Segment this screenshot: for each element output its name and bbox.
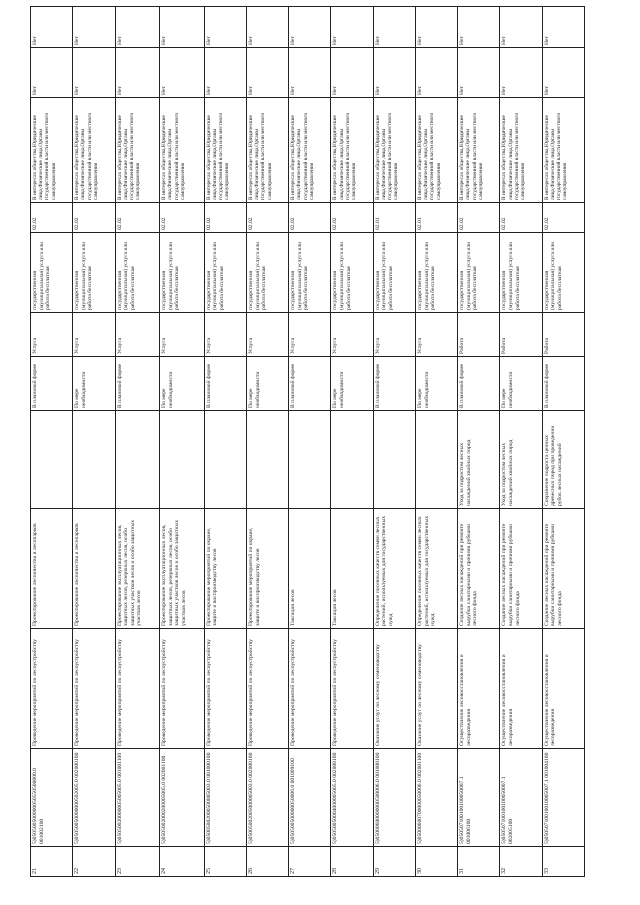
service-type: Работа <box>542 313 584 357</box>
consumers: В интересах общества,Юридические лица,Физические лица,Органы государственной власти или местного самоуправления <box>31 98 73 203</box>
consumers: В интересах общества,Юридические лица,Физические лица,Органы государственной власти или местного самоуправления <box>246 98 288 203</box>
registry-code: 5)05050020000005005005.0 001001100 <box>115 749 160 847</box>
service-name: Осуществление лесовосстановления и лесоразведения <box>500 629 542 749</box>
services-table <box>30 6 585 877</box>
regulation-flag: Нет <box>204 48 246 98</box>
service-name: Проведение мероприятий по лесоустройству <box>289 629 331 749</box>
service-form: По мере необходимости <box>500 357 542 411</box>
service-type: Работа <box>458 313 500 357</box>
regulation-flag: Нет <box>73 48 115 98</box>
okved-code: 02.02 <box>246 203 288 233</box>
registry-code: 5)050507100100100050007.1 002005100 <box>500 749 542 847</box>
service-content: Проектирование лесничества и лесопарков <box>73 509 115 629</box>
service-name: Проведение мероприятий по лесоустройству <box>160 629 205 749</box>
service-form: В плановой форме <box>115 357 160 411</box>
payment-kind: государственная (муниципальная) услуга или работа бесплатная <box>458 233 500 313</box>
service-form: По мере необходимости <box>415 357 457 411</box>
table-row <box>458 7 500 877</box>
consumers: В интересах общества,Юридические лица,Физические лица,Органы государственной власти или местного самоуправления <box>373 98 415 203</box>
okved-code: 02.02 <box>31 203 73 233</box>
consumers: В интересах общества,Юридические лица,Физические лица,Органы государственной власти или местного самоуправления <box>415 98 457 203</box>
row-number: 31 <box>458 847 500 877</box>
extra-content <box>373 411 415 509</box>
service-name: Проведение мероприятий по лесоустройству <box>115 629 160 749</box>
service-content: Таксация лесов <box>331 509 373 629</box>
registry-code: 5)05050710010010005007.1 001004100 <box>542 749 584 847</box>
payment-kind: государственная (муниципальная) услуга или работа бесплатная <box>246 233 288 313</box>
payment-kind: государственная (муниципальная) услуга или работа бесплатная <box>204 233 246 313</box>
financing-flag: Нет <box>289 7 331 48</box>
table-row <box>73 7 115 877</box>
service-type: Услуга <box>73 313 115 357</box>
row-number: 28 <box>331 847 373 877</box>
service-type: Услуга <box>204 313 246 357</box>
consumers: В интересах общества,Юридические лица,Физические лица,Органы государственной власти или местного самоуправления <box>204 98 246 203</box>
consumers: В интересах общества,Юридические лица,Физические лица,Органы государственной власти или местного самоуправления <box>289 98 331 203</box>
row-number: 30 <box>415 847 457 877</box>
financing-flag: Нет <box>415 7 457 48</box>
service-form: По мере необходимости <box>331 357 373 411</box>
consumers: В интересах общества,Юридические лица,Физические лица,Органы государственной власти или местного самоуправления <box>331 98 373 203</box>
service-content: Создание лесных насаждений при ремонте вырубки санитарными и прочими рубками лесного фонда <box>458 509 500 629</box>
extra-content <box>204 411 246 509</box>
financing-flag: Нет <box>542 7 584 48</box>
financing-flag: Нет <box>31 7 73 48</box>
row-number: 25 <box>204 847 246 877</box>
table-row <box>500 7 542 877</box>
payment-kind: государственная (муниципальная) услуга или работа бесплатная <box>373 233 415 313</box>
service-content: Создание лесных насаждений при ремонте вырубки санитарными и прочими рубками лесного фонда <box>542 509 584 629</box>
table-row <box>331 7 373 877</box>
row-number: 27 <box>289 847 331 877</box>
payment-kind: государственная (муниципальная) услуга или работа бесплатная <box>500 233 542 313</box>
regulation-flag: Нет <box>331 48 373 98</box>
service-type: Услуга <box>115 313 160 357</box>
service-form: В плановой форме <box>204 357 246 411</box>
financing-flag: Нет <box>73 7 115 48</box>
okved-code: 02.02 <box>289 203 331 233</box>
service-content: Проектирование мероприятий по охране, защите и воспроизводству лесов <box>204 509 246 629</box>
table-row <box>160 7 205 877</box>
table-row <box>289 7 331 877</box>
service-type: Услуга <box>331 313 373 357</box>
service-type: Услуга <box>31 313 73 357</box>
registry-code: 5)05005002000500005003.0 001000100 <box>204 749 246 847</box>
table-row <box>31 7 73 877</box>
payment-kind: государственная (муниципальная) услуга или работа бесплатная <box>289 233 331 313</box>
consumers: В интересах общества,Юридические лица,Физические лица,Органы государственной власти или местного самоуправления <box>458 98 500 203</box>
regulation-flag: Нет <box>458 48 500 98</box>
regulation-flag: Нет <box>160 48 205 98</box>
row-number: 26 <box>246 847 288 877</box>
service-content: Создание лесных насаждений при ремонте вырубки санитарными и прочими рубками лесного фонда <box>500 509 542 629</box>
regulation-flag: Нет <box>31 48 73 98</box>
service-name: Осуществление лесовосстановления и лесоразведения <box>542 629 584 749</box>
regulation-flag: Нет <box>500 48 542 98</box>
consumers: В интересах общества,Юридические лица,Физические лица,Органы государственной власти или местного самоуправления <box>500 98 542 203</box>
financing-flag: Нет <box>115 7 160 48</box>
service-type: Услуга <box>160 313 205 357</box>
okved-code: 02.02 <box>115 203 160 233</box>
service-content: Проектирование мероприятий по охране, защите и воспроизводству лесов <box>246 509 288 629</box>
service-type: Услуга <box>246 313 288 357</box>
service-content: Определение посевных качеств семян лесных растений, используемых для государственных нужд <box>373 509 415 629</box>
extra-content: Уход за подростом лесных насаждений хвойных пород <box>500 411 542 509</box>
service-type: Работа <box>500 313 542 357</box>
regulation-flag: Нет <box>289 48 331 98</box>
financing-flag: Нет <box>204 7 246 48</box>
service-content: Проектирование эксплуатационных лесов, защитных лесов, резервных лесов, особо защитных участков лесов и особо защитных участков лесов <box>160 509 205 629</box>
registry-code: 5)050500500000050006.0 001009100 <box>289 749 331 847</box>
service-name: Проведение мероприятий по лесоустройству <box>246 629 288 749</box>
service-form: В плановой форме <box>542 357 584 411</box>
service-form: В плановой форме <box>289 357 331 411</box>
regulation-flag: Нет <box>115 48 160 98</box>
payment-kind: государственная (муниципальная) услуга или работа бесплатная <box>73 233 115 313</box>
consumers: В интересах общества,Юридические лица,Физические лица,Органы государственной власти или местного самоуправления <box>542 98 584 203</box>
regulation-flag: Нет <box>542 48 584 98</box>
extra-content <box>246 411 288 509</box>
payment-kind: государственная (муниципальная) услуга или работа бесплатная <box>331 233 373 313</box>
table-row <box>246 7 288 877</box>
service-type: Услуга <box>415 313 457 357</box>
okved-code: 02.02 <box>160 203 205 233</box>
registry-code: 5)05050050000000502005.0 002000100 <box>73 749 115 847</box>
okved-code: 02.02 <box>500 203 542 233</box>
financing-flag: Нет <box>458 7 500 48</box>
table-body <box>31 7 585 877</box>
financing-flag: Нет <box>160 7 205 48</box>
service-name: Проведение мероприятий по лесоустройству <box>31 629 73 749</box>
table-row <box>542 7 584 877</box>
row-number: 21 <box>31 847 73 877</box>
row-number: 22 <box>73 847 115 877</box>
service-form: В плановой форме <box>31 357 73 411</box>
extra-content <box>31 411 73 509</box>
okved-code: 02.02 <box>458 203 500 233</box>
consumers: В интересах общества,Юридические лица,Физические лица,Органы государственной власти или местного самоуправления <box>160 98 205 203</box>
registry-code: 5)050500500000050550500000.0 001002100 <box>31 749 73 847</box>
registry-code: 5)050507100100100050007.1 001006100 <box>458 749 500 847</box>
service-name: Проведение мероприятий по лесоустройству <box>204 629 246 749</box>
okved-code: 02.01 <box>415 203 457 233</box>
financing-flag: Нет <box>331 7 373 48</box>
regulation-flag: Нет <box>246 48 288 98</box>
registry-code: 5)05005002005000005003.0 002000100 <box>246 749 288 847</box>
extra-content <box>160 411 205 509</box>
service-type: Услуга <box>373 313 415 357</box>
service-form: По мере необходимости <box>160 357 205 411</box>
table-row <box>115 7 160 877</box>
row-number: 23 <box>115 847 160 877</box>
okved-code: 02.02 <box>204 203 246 233</box>
registry-code: 5)05000600700000050006.0 002001100 <box>415 749 457 847</box>
service-name: Оказание услуг по лесному семеноводству <box>373 629 415 749</box>
financing-flag: Нет <box>373 7 415 48</box>
extra-content: Уход за подростом лесных насаждений хвойных пород <box>458 411 500 509</box>
payment-kind: государственная (муниципальная) услуга или работа бесплатная <box>160 233 205 313</box>
consumers: В интересах общества,Юридические лица,Физические лица,Органы государственной власти или местного самоуправления <box>115 98 160 203</box>
payment-kind: государственная (муниципальная) услуга или работа бесплатная <box>415 233 457 313</box>
payment-kind: государственная (муниципальная) услуга или работа бесплатная <box>542 233 584 313</box>
row-number: 33 <box>542 847 584 877</box>
table-row <box>204 7 246 877</box>
rotated-table-wrapper <box>30 7 585 877</box>
extra-content <box>73 411 115 509</box>
extra-content <box>415 411 457 509</box>
service-name: Проведение мероприятий по лесоустройству <box>73 629 115 749</box>
okved-code: 02.01 <box>373 203 415 233</box>
table-row <box>415 7 457 877</box>
registry-code: 5)05050050004000005005.0 002008100 <box>331 749 373 847</box>
service-name: Проведение мероприятий по лесоустройству <box>331 629 373 749</box>
payment-kind: государственная (муниципальная) услуга или работа бесплатная <box>115 233 160 313</box>
row-number: 24 <box>160 847 205 877</box>
extra-content <box>115 411 160 509</box>
financing-flag: Нет <box>500 7 542 48</box>
registry-code: 5)05000600000000500006.0 001008100 <box>373 749 415 847</box>
regulation-flag: Нет <box>415 48 457 98</box>
service-name: Осуществление лесовосстановления и лесоразведения <box>458 629 500 749</box>
registry-code: 5)0505002000200005005.0 002001100 <box>160 749 205 847</box>
regulation-flag: Нет <box>373 48 415 98</box>
service-form: По мере необходимости <box>246 357 288 411</box>
service-name: Оказание услуг по лесному семеноводству <box>415 629 457 749</box>
payment-kind: государственная (муниципальная) услуга или работа бесплатная <box>31 233 73 313</box>
row-number: 32 <box>500 847 542 877</box>
table-row <box>373 7 415 877</box>
service-content: Определение посевных качеств семян лесных растений, используемых для государственных нужд <box>415 509 457 629</box>
financing-flag: Нет <box>246 7 288 48</box>
extra-content <box>331 411 373 509</box>
okved-code: 02.02 <box>331 203 373 233</box>
extra-content <box>289 411 331 509</box>
service-content: Проектирование эксплуатационных лесов, защитных лесов, резервных лесов, особо защитных участков лесов и особо защитных участков лесов <box>115 509 160 629</box>
service-content: Таксация лесов <box>289 509 331 629</box>
consumers: В интересах общества,Юридические лица,Физические лица,Органы государственной власти или местного самоуправления <box>73 98 115 203</box>
okved-code: 02.02 <box>542 203 584 233</box>
service-form: В плановой форме <box>458 357 500 411</box>
row-number: 29 <box>373 847 415 877</box>
service-type: Услуга <box>289 313 331 357</box>
okved-code: 02.02 <box>73 203 115 233</box>
service-form: В плановой форме <box>373 357 415 411</box>
service-content: Проектирование лесничества и лесопарков <box>31 509 73 629</box>
extra-content: Сохранение подроста ценных древесных пород при проведении рубок лесных насаждений <box>542 411 584 509</box>
service-form: По мере необходимости <box>73 357 115 411</box>
